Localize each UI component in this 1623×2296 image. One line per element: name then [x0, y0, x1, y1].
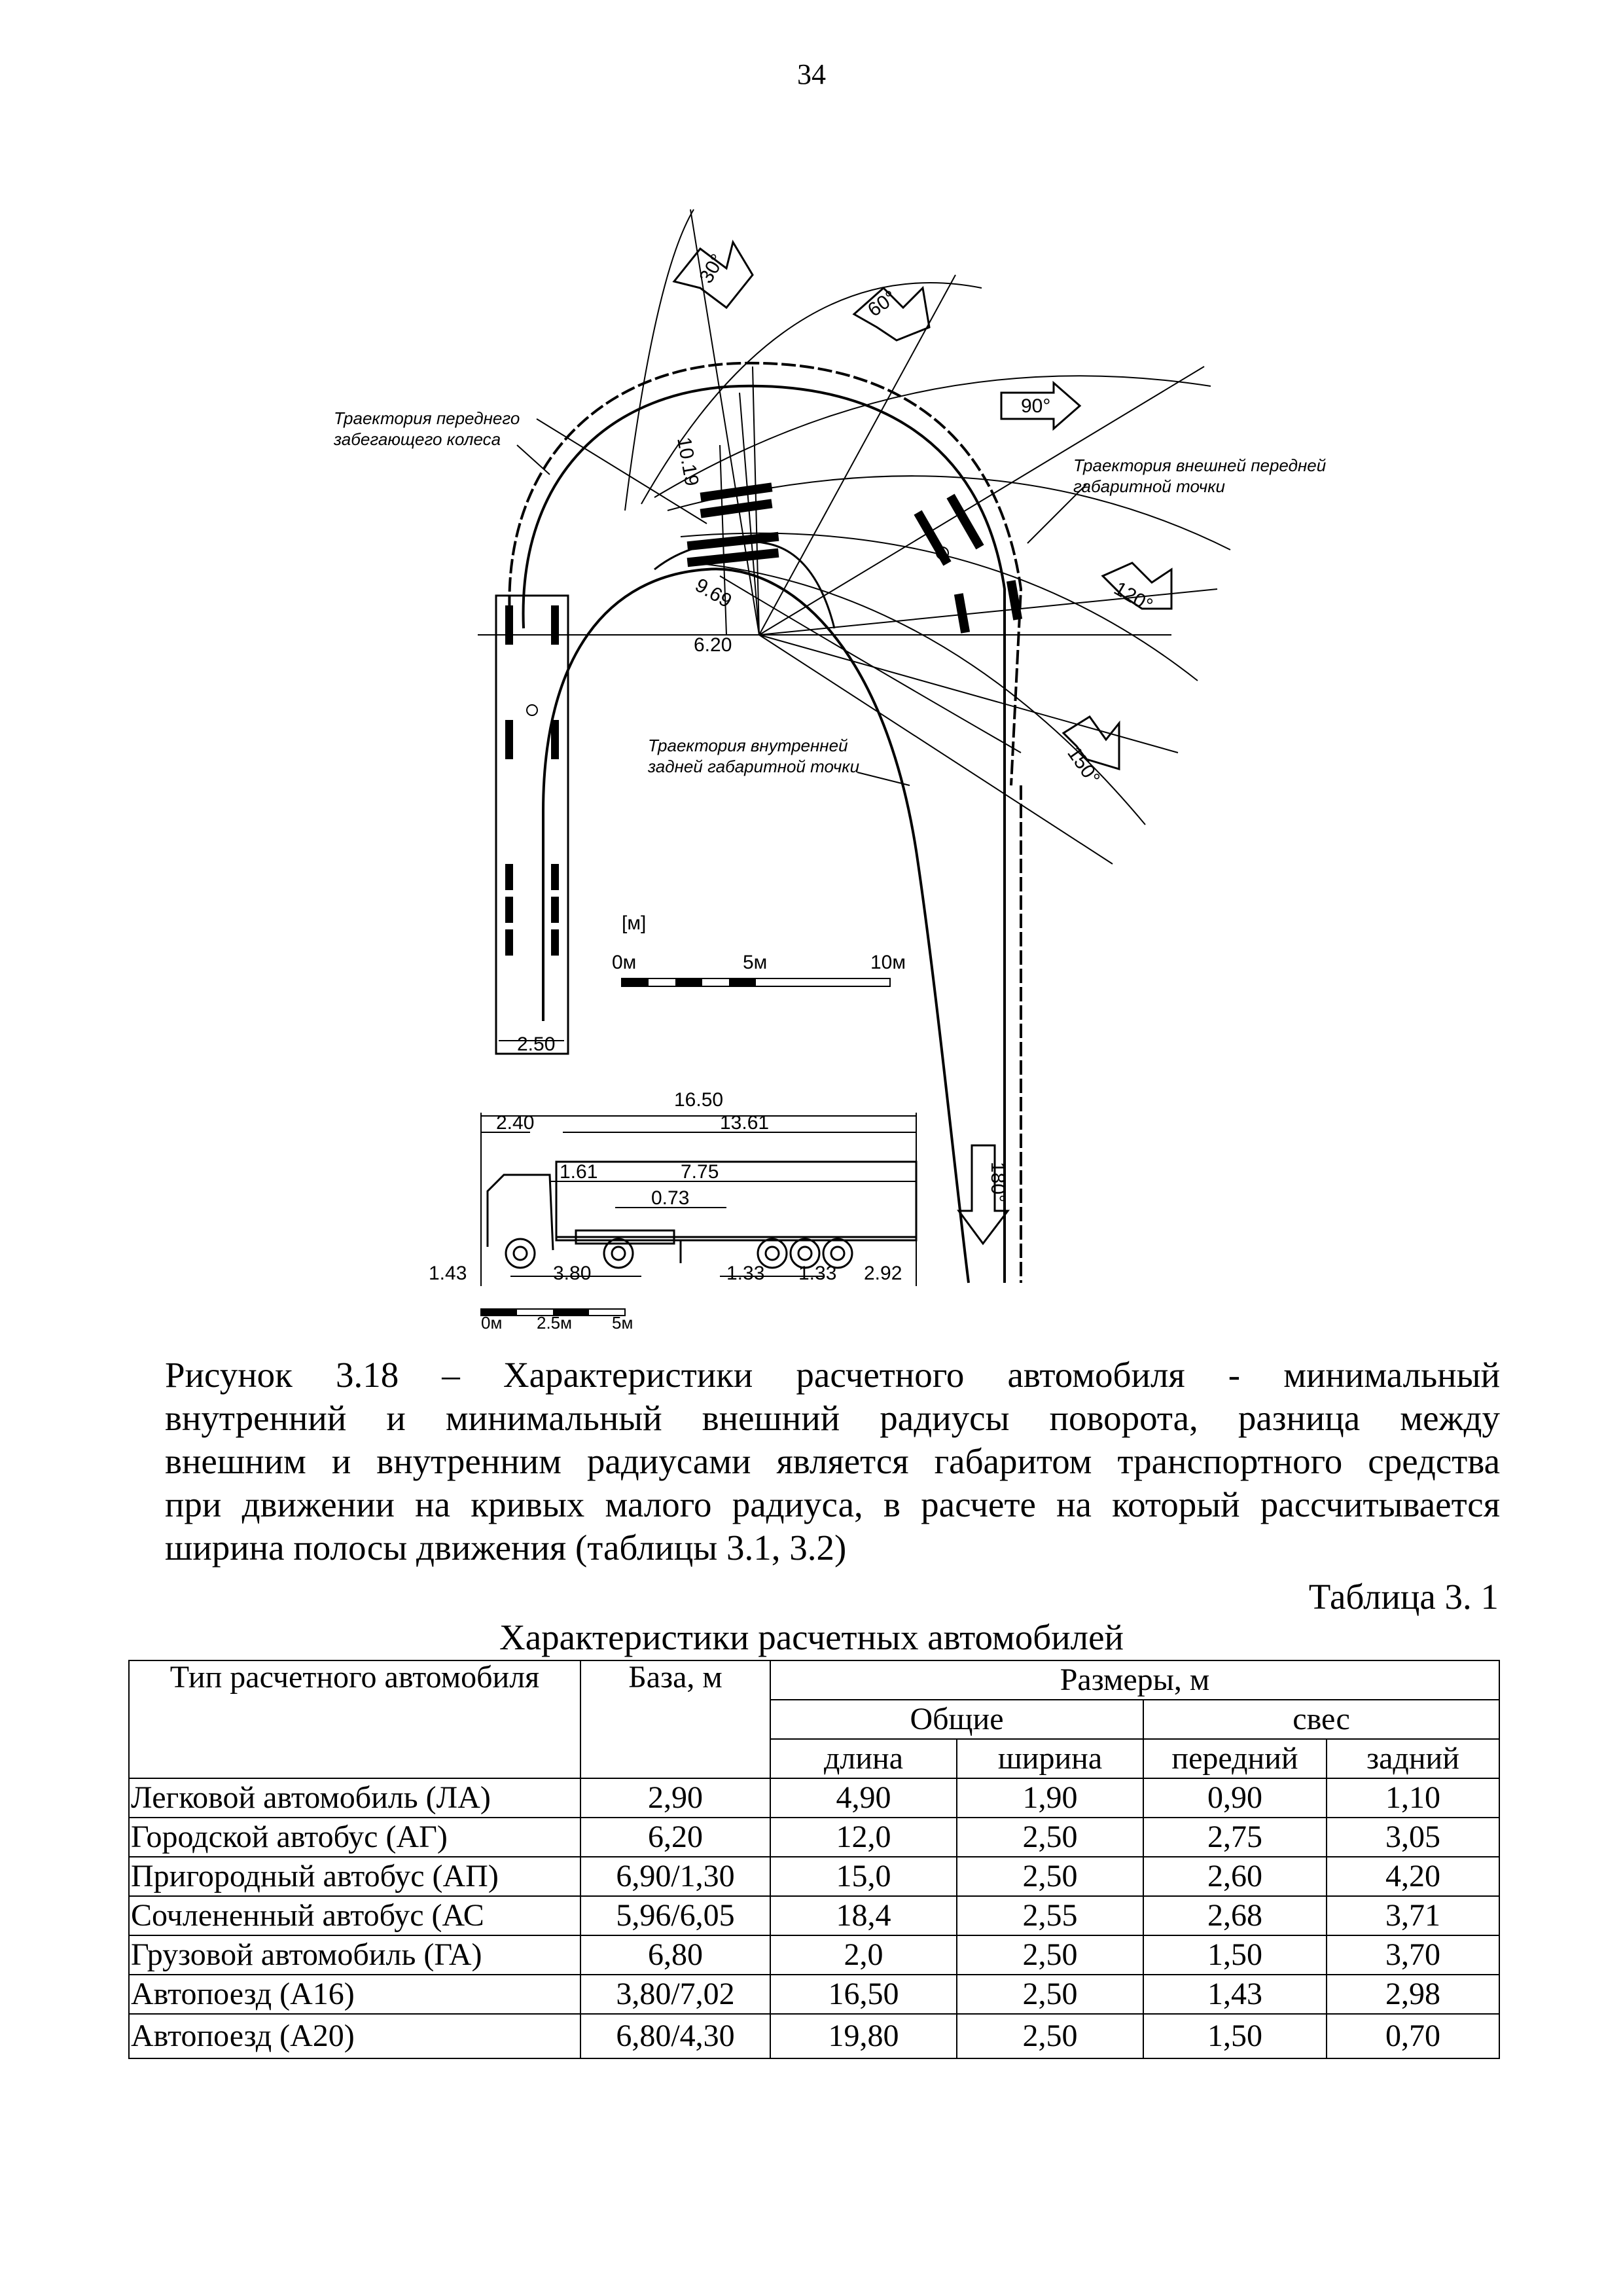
figure-caption	[165, 1354, 1500, 1570]
outer-wheel-trajectory	[524, 386, 1005, 1283]
table-row	[129, 1818, 1499, 1857]
header-dims: Размеры, м	[770, 1660, 1499, 1700]
cell-base: 6,80	[580, 1935, 770, 1975]
caption-line: Рисунок 3.18 – Характеристики расчетного автомобиля - минимальный	[165, 1355, 1500, 1395]
cell-type: Пригородный автобус (АП)	[129, 1857, 580, 1896]
header-rear: задний	[1327, 1739, 1499, 1778]
scale-unit: [м]	[622, 912, 647, 934]
cell-rear: 3,71	[1327, 1896, 1499, 1935]
vehicle-plan-left	[496, 596, 568, 1054]
dim-rear-overhang: 2.92	[864, 1263, 902, 1284]
scale-tick-10: 10м	[870, 952, 906, 973]
cell-base: 6,20	[580, 1818, 770, 1857]
radius-9-69: 9.69	[691, 574, 736, 613]
angle-label-60: 60°	[864, 286, 901, 321]
cell-length: 19,80	[770, 2014, 957, 2058]
caption-line: ширина полосы движения (таблицы 3.1, 3.2)	[165, 1528, 847, 1568]
caption-line: внешним и внутренним радиусами является габаритом транспортного средства	[165, 1441, 1500, 1481]
cell-rear: 3,05	[1327, 1818, 1499, 1857]
cell-type: Грузовой автомобиль (ГА)	[129, 1935, 580, 1975]
label-outer-front-1: Траектория внешней передней	[1073, 456, 1327, 475]
header-overhang: свес	[1143, 1700, 1499, 1739]
dim-front-overhang: 1.43	[429, 1263, 467, 1284]
caption-line: внутренний и минимальный внешний радиусы поворота, разница между	[165, 1398, 1500, 1438]
cell-width: 2,50	[957, 1975, 1143, 2014]
truck-scale-5: 5м	[612, 1313, 633, 1333]
cell-rear: 1,10	[1327, 1778, 1499, 1818]
scale-tick-0: 0м	[612, 952, 637, 973]
header-length: длина	[770, 1739, 957, 1778]
cell-base: 5,96/6,05	[580, 1896, 770, 1935]
truck-scale-0: 0м	[481, 1313, 503, 1333]
dim-axle-1: 1.33	[726, 1263, 765, 1284]
header-overall: Общие	[770, 1700, 1143, 1739]
cell-width: 2,50	[957, 1935, 1143, 1975]
table-row	[129, 1935, 1499, 1975]
table-label: Таблица 3. 1	[1308, 1577, 1499, 1617]
label-inner-rear-2: задней габаритной точки	[648, 757, 860, 776]
table-title: Характеристики расчетных автомобилей	[499, 1617, 1124, 1657]
vehicle-turn-wheels	[687, 482, 1022, 633]
scale-tick-5: 5м	[743, 952, 768, 973]
cell-type: Легковой автомобиль (ЛА)	[129, 1778, 580, 1818]
dim-trailer-length: 13.61	[720, 1112, 770, 1134]
dim-trailer-wheelbase: 7.75	[681, 1161, 719, 1183]
table-row	[129, 1778, 1499, 1818]
cell-type: Городской автобус (АГ)	[129, 1818, 580, 1857]
label-front-wheel-1: Траектория переднего	[334, 408, 520, 428]
cell-front: 2,60	[1143, 1857, 1327, 1896]
dim-overall: 16.50	[674, 1089, 724, 1111]
header-type: Тип расчетного автомобиля	[129, 1660, 580, 1778]
angle-label-30: 30°	[695, 250, 729, 287]
cell-front: 1,50	[1143, 1935, 1327, 1975]
label-outer-front-2: габаритной точки	[1073, 476, 1225, 496]
header-front: передний	[1143, 1739, 1327, 1778]
cell-length: 12,0	[770, 1818, 957, 1857]
cell-width: 1,90	[957, 1778, 1143, 1818]
width-2-50: 2.50	[517, 1033, 556, 1055]
cell-front: 1,50	[1143, 2014, 1327, 2058]
cell-front: 2,75	[1143, 1818, 1327, 1857]
radius-10-19: 10.19	[673, 435, 703, 488]
cell-width: 2,55	[957, 1896, 1143, 1935]
cell-base: 2,90	[580, 1778, 770, 1818]
page-number: 34	[797, 58, 826, 90]
cell-length: 2,0	[770, 1935, 957, 1975]
table-row	[129, 1857, 1499, 1896]
cell-width: 2,50	[957, 2014, 1143, 2058]
cell-front: 0,90	[1143, 1778, 1327, 1818]
table-row	[129, 2014, 1499, 2058]
cell-length: 4,90	[770, 1778, 957, 1818]
cell-length: 16,50	[770, 1975, 957, 2014]
cell-rear: 2,98	[1327, 1975, 1499, 2014]
cell-base: 6,90/1,30	[580, 1857, 770, 1896]
cell-base: 6,80/4,30	[580, 2014, 770, 2058]
radius-6-20: 6.20	[694, 634, 732, 656]
table-row	[129, 1896, 1499, 1935]
cell-length: 18,4	[770, 1896, 957, 1935]
angle-label-120: 120°	[1110, 577, 1156, 617]
cell-length: 15,0	[770, 1857, 957, 1896]
cell-front: 2,68	[1143, 1896, 1327, 1935]
cell-type: Автопоезд (А16)	[129, 1975, 580, 2014]
cell-width: 2,50	[957, 1857, 1143, 1896]
truck-scale-2-5: 2.5м	[537, 1313, 573, 1333]
caption-line: при движении на кривых малого радиуса, в расчете на который рассчитывается	[165, 1484, 1500, 1524]
cell-type: Сочлененный автобус (АС	[129, 1896, 580, 1935]
cell-rear: 0,70	[1327, 2014, 1499, 2058]
header-base: База, м	[580, 1660, 770, 1778]
vehicle-characteristics-table	[128, 1660, 1500, 2059]
header-width: ширина	[957, 1739, 1143, 1778]
dim-073: 0.73	[651, 1187, 690, 1209]
cell-base: 3,80/7,02	[580, 1975, 770, 2014]
cell-type: Автопоезд (А20)	[129, 2014, 580, 2058]
cell-width: 2,50	[957, 1818, 1143, 1857]
dim-tractor-wheelbase: 3.80	[553, 1263, 592, 1284]
cell-rear: 4,20	[1327, 1857, 1499, 1896]
label-front-wheel-2: забегающего колеса	[334, 429, 501, 449]
angle-label-150: 150°	[1063, 743, 1104, 789]
cell-rear: 3,70	[1327, 1935, 1499, 1975]
trailer-body	[556, 1162, 916, 1240]
angle-label-180: 180°	[987, 1162, 1008, 1203]
dim-cab-front: 2.40	[496, 1112, 535, 1134]
label-inner-rear-1: Траектория внутренней	[648, 736, 848, 755]
angle-label-90: 90°	[1021, 395, 1051, 417]
dim-kingpin: 1.61	[560, 1161, 598, 1183]
cell-front: 1,43	[1143, 1975, 1327, 2014]
dim-axle-2: 1.33	[798, 1263, 837, 1284]
table-row	[129, 1975, 1499, 2014]
